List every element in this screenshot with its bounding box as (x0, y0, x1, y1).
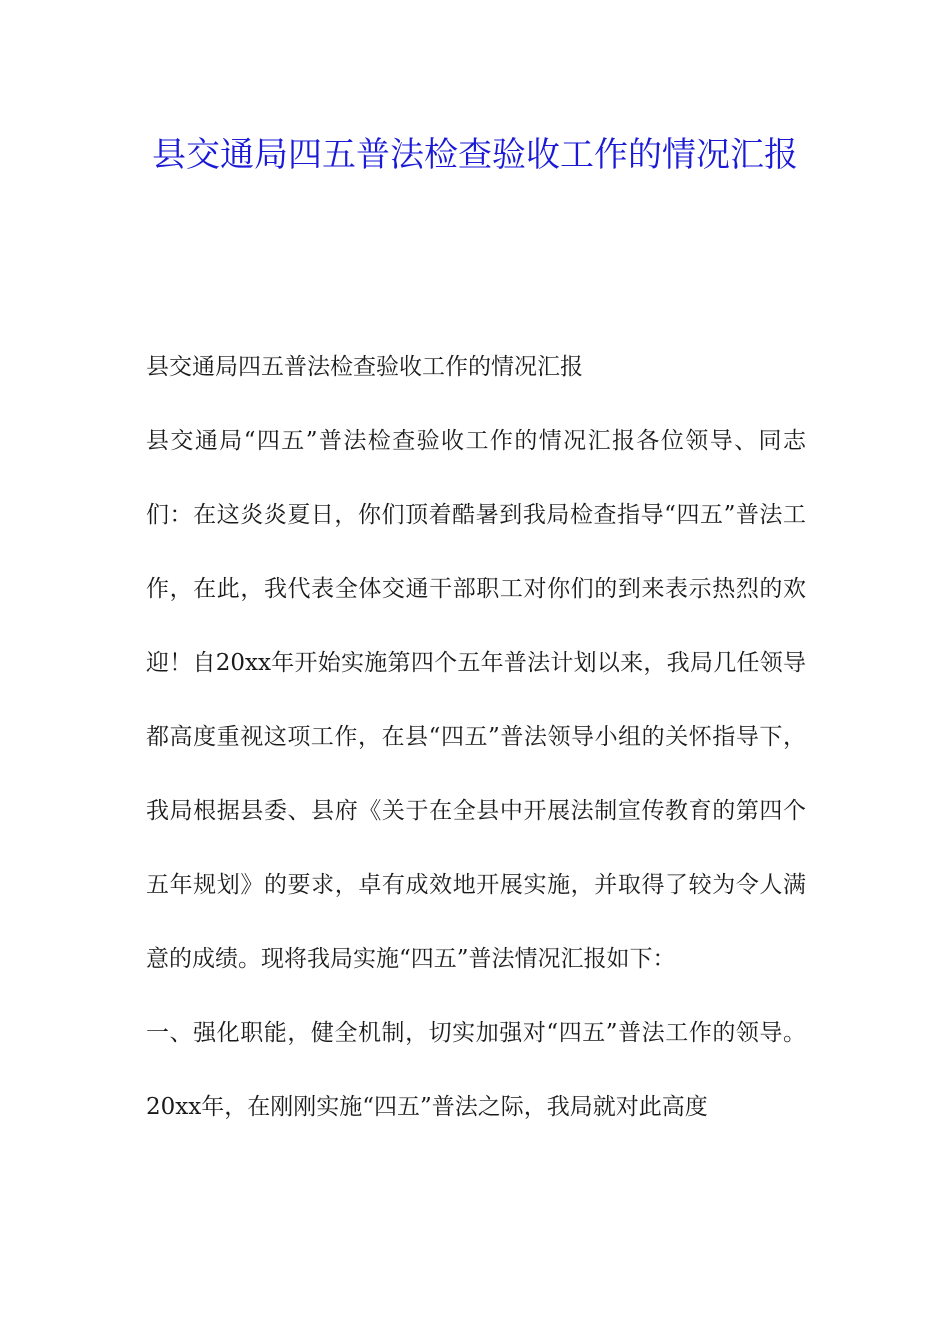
paragraph-intro: 县交通局“四五”普法检查验收工作的情况汇报各位领导、同志们：在这炎炎夏日，你们顶着酷暑到我局检查指导“四五”普法工作，在此，我代表全体交通干部职工对你们的到来表示热烈的欢迎！自20xx年开始实施第四个五年普法计划以来，我局几任领导都高度重视这项工作，在县“四五”普法领导小组的关怀指导下，我局根据县委、县府《关于在全县中开展法制宣传教育的第四个五年规划》的要求，卓有成效地开展实施，并取得了较为令人满意的成绩。现将我局实施“四五”普法情况汇报如下： (146, 428, 806, 972)
document-title: 县交通局四五普法检查验收工作的情况汇报 (152, 135, 798, 175)
paragraph-section-one: 一、强化职能，健全机制，切实加强对“四五”普法工作的领导。20xx年，在刚刚实施“四五”普法之际，我局就对此高度 (146, 1020, 806, 1120)
document-body (146, 330, 806, 1144)
paragraph-heading: 县交通局四五普法检查验收工作的情况汇报 (146, 354, 583, 380)
